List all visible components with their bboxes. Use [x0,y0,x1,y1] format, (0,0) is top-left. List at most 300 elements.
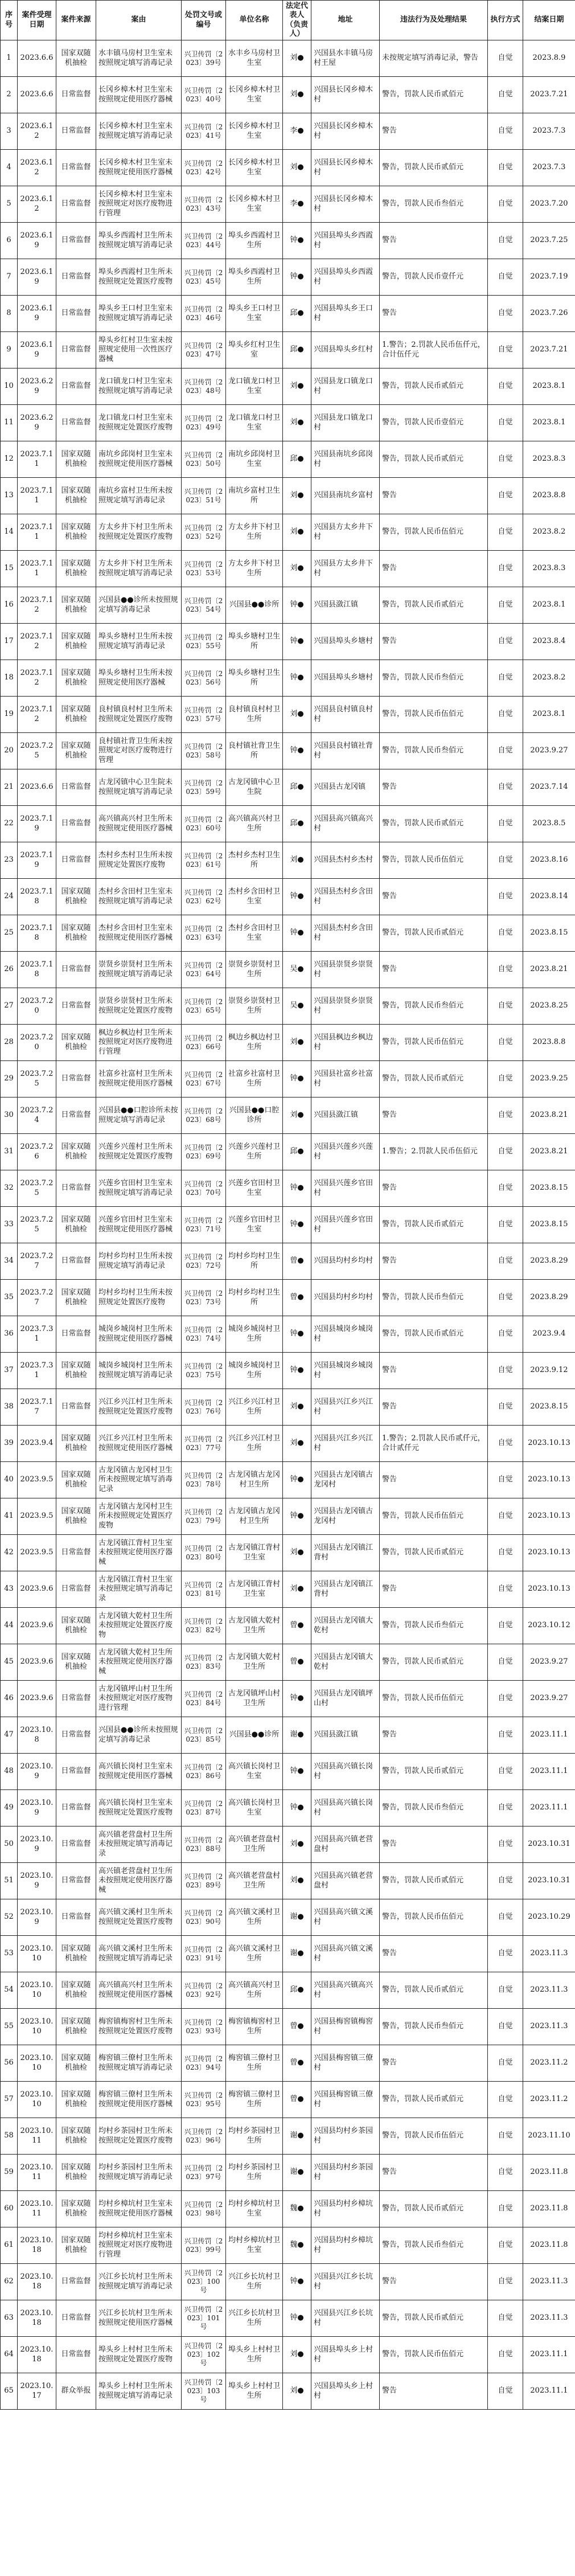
execution-method-cell: 自觉 [488,2082,523,2118]
header-row [1,1,575,40]
close-date-cell: 2023.7.21 [523,77,575,113]
address-cell: 兴国县均村乡均村 [311,1243,380,1280]
close-date-cell: 2023.8.16 [523,842,575,879]
legal-representative-cell: 刘● [283,368,311,405]
table-row [1,441,575,478]
table-row [1,1863,575,1899]
case-source-cell: 日常监督 [56,1899,96,1936]
close-date-cell: 2023.9.27 [523,733,575,769]
case-cause-cell: 均村乡茶园村卫生所未按照规定处置医疗废物 [96,2118,182,2155]
close-date-cell: 2023.10.29 [523,1899,575,1936]
unit-name-cell: 兴国县●●诊所 [226,1717,283,1754]
accept-date-cell: 2023.6.29 [18,405,56,441]
case-number-cell: 40 [1,1462,18,1498]
case-cause-cell: 长冈乡樟木村卫生室未按照规定使用医疗器械 [96,77,182,113]
accept-date-cell: 2023.9.6 [18,1681,56,1717]
penalty-document-number-cell: 兴卫传罚〔2023〕67号 [182,1061,226,1097]
penalty-document-number-cell: 兴卫传罚〔2023〕92号 [182,1972,226,2009]
penalty-document-number-cell: 兴卫传罚〔2023〕57号 [182,697,226,733]
penalty-document-number-cell: 兴卫传罚〔2023〕84号 [182,1681,226,1717]
accept-date-cell: 2023.7.18 [18,879,56,915]
close-date-cell: 2023.9.27 [523,1644,575,1681]
case-source-cell: 国家双随机抽检 [56,478,96,514]
accept-date-cell: 2023.7.18 [18,952,56,988]
address-cell: 兴国县梅窖镇三僚村 [311,2082,380,2118]
unit-name-cell: 方太乡井下村卫生所 [226,514,283,551]
accept-date-cell: 2023.6.19 [18,332,56,368]
accept-date-cell: 2023.7.17 [18,1389,56,1426]
header-cell: 序号 [1,1,18,40]
case-cause-cell: 均村乡樟坑村卫生室未按照规定对医疗废物进行管理 [96,2227,182,2264]
case-number-cell: 48 [1,1754,18,1790]
legal-representative-cell: 钟● [283,733,311,769]
unit-name-cell: 崇贤乡崇贤村卫生所 [226,988,283,1025]
violation-and-result-cell: 警告，罚款人民币贰佰元 [380,1316,488,1353]
case-source-cell: 日常监督 [56,1717,96,1754]
case-source-cell: 日常监督 [56,842,96,879]
unit-name-cell: 兴国县●●口腔诊所 [226,1097,283,1134]
legal-representative-cell: 曾● [283,2009,311,2045]
execution-method-cell: 自觉 [488,1061,523,1097]
case-number-cell: 24 [1,879,18,915]
unit-name-cell: 梅窖镇三僚村卫生所 [226,2045,283,2082]
case-source-cell: 日常监督 [56,368,96,405]
table-body [1,40,575,2410]
execution-method-cell: 自觉 [488,769,523,806]
case-cause-cell: 兴江乡长坑村卫生所未按照规定使用医疗器械 [96,2300,182,2337]
execution-method-cell: 自觉 [488,1426,523,1462]
close-date-cell: 2023.11.1 [523,1717,575,1754]
execution-method-cell: 自觉 [488,259,523,296]
execution-method-cell: 自觉 [488,1899,523,1936]
address-cell: 兴国县高兴镇长岗村 [311,1754,380,1790]
case-source-cell: 国家双随机抽检 [56,2009,96,2045]
legal-representative-cell: 谢● [283,1899,311,1936]
case-source-cell: 国家双随机抽检 [56,624,96,660]
case-source-cell: 群众举报 [56,2373,96,2410]
table-row [1,2337,575,2373]
address-cell: 兴国县社富乡社富村 [311,1061,380,1097]
accept-date-cell: 2023.6.12 [18,186,56,223]
close-date-cell: 2023.7.3 [523,150,575,186]
case-cause-cell: 兴国县●●诊所未按照规定填写消毒记录 [96,1717,182,1754]
accept-date-cell: 2023.10.18 [18,2264,56,2300]
close-date-cell: 2023.8.8 [523,478,575,514]
case-cause-cell: 埠头乡西霞村卫生所未按照规定处置医疗废物 [96,259,182,296]
case-number-cell: 6 [1,223,18,259]
legal-representative-cell: 刘● [283,1025,311,1061]
unit-name-cell: 埠头乡红村卫生室 [226,332,283,368]
close-date-cell: 2023.9.25 [523,1061,575,1097]
legal-representative-cell: 谢● [283,1936,311,1972]
case-cause-cell: 南坑乡富村卫生所未按照规定填写消毒记录 [96,478,182,514]
execution-method-cell: 自觉 [488,1863,523,1899]
unit-name-cell: 水丰乡马房村卫生室 [226,40,283,77]
close-date-cell: 2023.8.15 [523,1389,575,1426]
address-cell: 兴国县长冈乡樟木村 [311,113,380,150]
violation-and-result-cell: 警告 [380,1717,488,1754]
unit-name-cell: 长冈乡樟木村卫生室 [226,150,283,186]
unit-name-cell: 兴莲乡兴莲村卫生所 [226,1134,283,1170]
table-row [1,1535,575,1571]
unit-name-cell: 埠头乡上村村卫生所 [226,2373,283,2410]
case-number-cell: 65 [1,2373,18,2410]
table-row [1,915,575,952]
violation-and-result-cell: 警告 [380,1936,488,1972]
close-date-cell: 2023.11.8 [523,2191,575,2227]
violation-and-result-cell: 警告，罚款人民币伍佰元 [380,697,488,733]
case-number-cell: 2 [1,77,18,113]
violation-and-result-cell: 警告 [380,296,488,332]
close-date-cell: 2023.7.3 [523,113,575,150]
violation-and-result-cell: 警告，罚款人民币叁佰元 [380,733,488,769]
penalty-document-number-cell: 兴卫传罚〔2023〕75号 [182,1353,226,1389]
unit-name-cell: 高兴镇文溪村卫生所 [226,1936,283,1972]
header-cell: 处罚文号或编号 [182,1,226,40]
legal-representative-cell: 邱● [283,332,311,368]
table-row [1,660,575,697]
case-source-cell: 日常监督 [56,1097,96,1134]
case-number-cell: 17 [1,624,18,660]
unit-name-cell: 均村乡均村卫生所 [226,1243,283,1280]
accept-date-cell: 2023.7.25 [18,733,56,769]
case-number-cell: 44 [1,1608,18,1644]
table-row [1,1170,575,1207]
legal-representative-cell: 曾● [283,1608,311,1644]
penalty-document-number-cell: 兴卫传罚〔2023〕91号 [182,1936,226,1972]
penalty-document-number-cell: 兴卫传罚〔2023〕45号 [182,259,226,296]
accept-date-cell: 2023.10.10 [18,1972,56,2009]
accept-date-cell: 2023.9.6 [18,1644,56,1681]
address-cell: 兴国县古龙冈镇古龙冈村 [311,1498,380,1535]
execution-method-cell: 自觉 [488,150,523,186]
penalty-document-number-cell: 兴卫传罚〔2023〕73号 [182,1280,226,1316]
execution-method-cell: 自觉 [488,624,523,660]
unit-name-cell: 兴江乡长坑村卫生所 [226,2264,283,2300]
penalty-document-number-cell: 兴卫传罚〔2023〕97号 [182,2155,226,2191]
unit-name-cell: 社富乡社富村卫生所 [226,1061,283,1097]
accept-date-cell: 2023.7.25 [18,1207,56,1243]
case-number-cell: 30 [1,1097,18,1134]
case-cause-cell: 杰村乡杰村卫生所未按照规定处置医疗废物 [96,842,182,879]
unit-name-cell: 城岗乡城岗村卫生所 [226,1353,283,1389]
penalty-document-number-cell: 兴卫传罚〔2023〕89号 [182,1863,226,1899]
violation-and-result-cell: 警告，罚款人民币伍佰元 [380,1498,488,1535]
unit-name-cell: 方太乡井下村卫生所 [226,551,283,587]
execution-method-cell: 自觉 [488,1316,523,1353]
table-row [1,405,575,441]
case-cause-cell: 高兴镇文溪村卫生所未按照规定处置医疗废物 [96,1899,182,1936]
case-source-cell: 国家双随机抽检 [56,2191,96,2227]
close-date-cell: 2023.8.9 [523,40,575,77]
close-date-cell: 2023.7.26 [523,296,575,332]
table-row [1,1608,575,1644]
legal-representative-cell: 钟● [283,624,311,660]
violation-and-result-cell: 警告，罚款人民币贰佰元 [380,1061,488,1097]
execution-method-cell: 自觉 [488,879,523,915]
case-source-cell: 国家双随机抽检 [56,514,96,551]
close-date-cell: 2023.11.2 [523,2045,575,2082]
close-date-cell: 2023.11.8 [523,2227,575,2264]
table-row [1,1061,575,1097]
close-date-cell: 2023.11.1 [523,1754,575,1790]
table-header [1,1,575,40]
execution-method-cell: 自觉 [488,2373,523,2410]
penalty-document-number-cell: 兴卫传罚〔2023〕44号 [182,223,226,259]
penalty-document-number-cell: 兴卫传罚〔2023〕42号 [182,150,226,186]
case-number-cell: 34 [1,1243,18,1280]
accept-date-cell: 2023.7.20 [18,1025,56,1061]
unit-name-cell: 均村乡茶园村卫生所 [226,2118,283,2155]
case-cause-cell: 长冈乡樟木村卫生室未按照规定填写消毒记录 [96,113,182,150]
case-cause-cell: 良村镇良村村卫生所未按照规定处置医疗废物 [96,697,182,733]
legal-representative-cell: 钟● [283,1353,311,1389]
accept-date-cell: 2023.6.29 [18,368,56,405]
legal-representative-cell: 邱● [283,769,311,806]
case-cause-cell: 古龙冈镇古龙冈村卫生所未按照规定填写消毒记录 [96,1462,182,1498]
execution-method-cell: 自觉 [488,1389,523,1426]
penalty-document-number-cell: 兴卫传罚〔2023〕51号 [182,478,226,514]
case-source-cell: 日常监督 [56,1571,96,1608]
case-source-cell: 日常监督 [56,2264,96,2300]
violation-and-result-cell: 警告 [380,952,488,988]
case-cause-cell: 埠头乡王口村卫生室未按照规定填写消毒记录 [96,296,182,332]
close-date-cell: 2023.8.2 [523,514,575,551]
penalty-document-number-cell: 兴卫传罚〔2023〕95号 [182,2082,226,2118]
legal-representative-cell: 邱● [283,296,311,332]
execution-method-cell: 自觉 [488,587,523,624]
legal-representative-cell: 李● [283,113,311,150]
table-row [1,1426,575,1462]
case-cause-cell: 方太乡井下村卫生所未按照规定填写消毒记录 [96,551,182,587]
case-number-cell: 63 [1,2300,18,2337]
case-cause-cell: 高兴镇高兴村卫生所未按照规定使用医疗器械 [96,1972,182,2009]
penalty-document-number-cell: 兴卫传罚〔2023〕50号 [182,441,226,478]
unit-name-cell: 埠头乡王口村卫生室 [226,296,283,332]
case-number-cell: 11 [1,405,18,441]
address-cell: 兴国县埠头乡王口村 [311,296,380,332]
violation-and-result-cell: 警告 [380,1571,488,1608]
execution-method-cell: 自觉 [488,368,523,405]
case-number-cell: 18 [1,660,18,697]
penalty-document-number-cell: 兴卫传罚〔2023〕98号 [182,2191,226,2227]
case-cause-cell: 古龙冈镇大乾村卫生所未按照规定处置医疗废物 [96,1608,182,1644]
case-source-cell: 国家双随机抽检 [56,2227,96,2264]
table-row [1,332,575,368]
accept-date-cell: 2023.10.10 [18,1936,56,1972]
address-cell: 兴国县埠头乡上村村 [311,2337,380,2373]
close-date-cell: 2023.9.12 [523,1353,575,1389]
penalty-document-number-cell: 兴卫传罚〔2023〕40号 [182,77,226,113]
table-row [1,1717,575,1754]
case-number-cell: 43 [1,1571,18,1608]
table-row [1,697,575,733]
close-date-cell: 2023.11.1 [523,1790,575,1826]
execution-method-cell: 自觉 [488,697,523,733]
table-row [1,1134,575,1170]
header-cell: 执行方式 [488,1,523,40]
close-date-cell: 2023.11.3 [523,2264,575,2300]
penalty-document-number-cell: 兴卫传罚〔2023〕76号 [182,1389,226,1426]
case-cause-cell: 长冈乡樟木村卫生室未按照规定使用医疗器械 [96,150,182,186]
violation-and-result-cell: 警告，罚款人民币伍佰元 [380,2118,488,2155]
unit-name-cell: 埠头乡西霞村卫生所 [226,259,283,296]
accept-date-cell: 2023.10.11 [18,2118,56,2155]
penalty-document-number-cell: 兴卫传罚〔2023〕68号 [182,1097,226,1134]
table-row [1,988,575,1025]
legal-representative-cell: 曾● [283,2045,311,2082]
case-source-cell: 国家双随机抽检 [56,1280,96,1316]
accept-date-cell: 2023.7.11 [18,478,56,514]
accept-date-cell: 2023.9.6 [18,1608,56,1644]
unit-name-cell: 兴江乡兴江村卫生所 [226,1389,283,1426]
penalty-document-number-cell: 兴卫传罚〔2023〕56号 [182,660,226,697]
execution-method-cell: 自觉 [488,1681,523,1717]
violation-and-result-cell: 警告，罚款人民币叁佰元 [380,988,488,1025]
unit-name-cell: 良村镇良村村卫生所 [226,697,283,733]
address-cell: 兴国县水丰镇马房村王屋 [311,40,380,77]
case-source-cell: 日常监督 [56,1316,96,1353]
accept-date-cell: 2023.6.6 [18,769,56,806]
unit-name-cell: 良村镇社背卫生所 [226,733,283,769]
case-cause-cell: 枫边乡枫边村卫生所未按照规定对医疗废物进行管理 [96,1025,182,1061]
close-date-cell: 2023.11.10 [523,2118,575,2155]
table-row [1,2118,575,2155]
case-number-cell: 23 [1,842,18,879]
violation-and-result-cell: 警告，罚款人民币叁佰元 [380,1608,488,1644]
unit-name-cell: 兴江乡长坑村卫生所 [226,2300,283,2337]
address-cell: 兴国县均村乡茶园村 [311,2155,380,2191]
legal-representative-cell: 谢● [283,2155,311,2191]
case-cause-cell: 均村乡均村卫生所未按照规定填写消毒记录 [96,1243,182,1280]
address-cell: 兴国县杰村乡杰村 [311,842,380,879]
legal-representative-cell: 吴● [283,952,311,988]
accept-date-cell: 2023.9.6 [18,1571,56,1608]
penalty-document-number-cell: 兴卫传罚〔2023〕58号 [182,733,226,769]
case-number-cell: 59 [1,2155,18,2191]
case-number-cell: 4 [1,150,18,186]
violation-and-result-cell: 警告 [380,478,488,514]
case-number-cell: 62 [1,2264,18,2300]
case-cause-cell: 高兴镇老营盘村卫生所未按照规定填写消毒记录 [96,1826,182,1863]
legal-representative-cell: 钟● [283,1170,311,1207]
address-cell: 兴国县埠头乡西霞村 [311,259,380,296]
unit-name-cell: 高兴镇高兴村卫生所 [226,1972,283,2009]
table-row [1,223,575,259]
case-cause-cell: 埠头乡西霞村卫生所未按照规定填写消毒记录 [96,223,182,259]
address-cell: 兴国县埠头乡塘村 [311,624,380,660]
accept-date-cell: 2023.10.10 [18,2009,56,2045]
case-number-cell: 57 [1,2082,18,2118]
violation-and-result-cell: 警告 [380,1389,488,1426]
case-number-cell: 28 [1,1025,18,1061]
execution-method-cell: 自觉 [488,660,523,697]
close-date-cell: 2023.11.3 [523,2009,575,2045]
header-cell: 结案日期 [523,1,575,40]
close-date-cell: 2023.8.21 [523,1134,575,1170]
table-row [1,1681,575,1717]
case-number-cell: 42 [1,1535,18,1571]
execution-method-cell: 自觉 [488,1936,523,1972]
address-cell: 兴国县古龙冈镇坪山村 [311,1681,380,1717]
close-date-cell: 2023.8.1 [523,368,575,405]
close-date-cell: 2023.9.4 [523,1316,575,1353]
address-cell: 兴国县埠头乡上村村 [311,2373,380,2410]
execution-method-cell: 自觉 [488,40,523,77]
case-source-cell: 国家双随机抽检 [56,1644,96,1681]
address-cell: 兴国县古龙冈镇江背村 [311,1535,380,1571]
violation-and-result-cell: 警告，罚款人民币叁佰元 [380,1790,488,1826]
address-cell: 兴国县长冈乡樟木村 [311,77,380,113]
table-row [1,1644,575,1681]
unit-name-cell: 长冈乡樟木村卫生室 [226,113,283,150]
unit-name-cell: 古龙冈镇大乾村卫生所 [226,1608,283,1644]
execution-method-cell: 自觉 [488,1717,523,1754]
close-date-cell: 2023.10.13 [523,1535,575,1571]
case-cause-cell: 高兴镇长岗村卫生室未按照规定处置医疗废物 [96,1790,182,1826]
execution-method-cell: 自觉 [488,2045,523,2082]
legal-representative-cell: 邱● [283,1134,311,1170]
unit-name-cell: 古龙冈镇江背村卫生室 [226,1535,283,1571]
legal-representative-cell: 刘● [283,1826,311,1863]
penalty-document-number-cell: 兴卫传罚〔2023〕96号 [182,2118,226,2155]
address-cell: 兴国县高兴镇高兴村 [311,806,380,842]
execution-method-cell: 自觉 [488,842,523,879]
execution-method-cell: 自觉 [488,551,523,587]
accept-date-cell: 2023.7.25 [18,1061,56,1097]
penalty-document-number-cell: 兴卫传罚〔2023〕78号 [182,1462,226,1498]
violation-and-result-cell: 警告，罚款人民币贰佰元 [380,806,488,842]
legal-representative-cell: 钟● [283,1462,311,1498]
close-date-cell: 2023.10.13 [523,1571,575,1608]
penalty-document-number-cell: 兴卫传罚〔2023〕87号 [182,1790,226,1826]
case-source-cell: 国家双随机抽检 [56,879,96,915]
case-source-cell: 日常监督 [56,296,96,332]
unit-name-cell: 长冈乡樟木村卫生室 [226,186,283,223]
legal-representative-cell: 刘● [283,150,311,186]
case-source-cell: 日常监督 [56,405,96,441]
accept-date-cell: 2023.10.11 [18,2191,56,2227]
unit-name-cell: 古龙冈镇中心卫生院 [226,769,283,806]
violation-and-result-cell: 警告，罚款人民币伍佰元 [380,514,488,551]
unit-name-cell: 龙口镇龙口村卫生室 [226,368,283,405]
violation-and-result-cell: 警告，罚款人民币伍佰元 [380,1681,488,1717]
table-row [1,1754,575,1790]
legal-representative-cell: 魏● [283,2227,311,2264]
close-date-cell: 2023.8.15 [523,1207,575,1243]
case-number-cell: 12 [1,441,18,478]
case-cause-cell: 均村乡樟坑村卫生室未按照规定使用医疗器械 [96,2191,182,2227]
close-date-cell: 2023.8.8 [523,1025,575,1061]
case-cause-cell: 兴国县●●口腔诊所未按照规定填写消毒记录 [96,1097,182,1134]
accept-date-cell: 2023.6.19 [18,223,56,259]
execution-method-cell: 自觉 [488,405,523,441]
accept-date-cell: 2023.7.11 [18,441,56,478]
violation-and-result-cell: 警告，罚款人民币贰佰元 [380,2191,488,2227]
address-cell: 兴国县长冈乡樟木村 [311,186,380,223]
penalty-document-number-cell: 兴卫传罚〔2023〕59号 [182,769,226,806]
case-cause-cell: 杰村乡含田村卫生室未按照规定使用医疗器械 [96,915,182,952]
case-cause-cell: 高兴镇文溪村卫生所未按照规定填写消毒记录 [96,1936,182,1972]
unit-name-cell: 均村乡茶园村卫生所 [226,2155,283,2191]
unit-name-cell: 古龙冈镇坪山村卫生所 [226,1681,283,1717]
penalty-document-number-cell: 兴卫传罚〔2023〕103号 [182,2373,226,2410]
address-cell: 兴国县方太乡井下村 [311,514,380,551]
violation-and-result-cell: 警告 [380,1462,488,1498]
legal-representative-cell: 刘● [283,1863,311,1899]
legal-representative-cell: 曾● [283,1280,311,1316]
close-date-cell: 2023.11.3 [523,1936,575,1972]
